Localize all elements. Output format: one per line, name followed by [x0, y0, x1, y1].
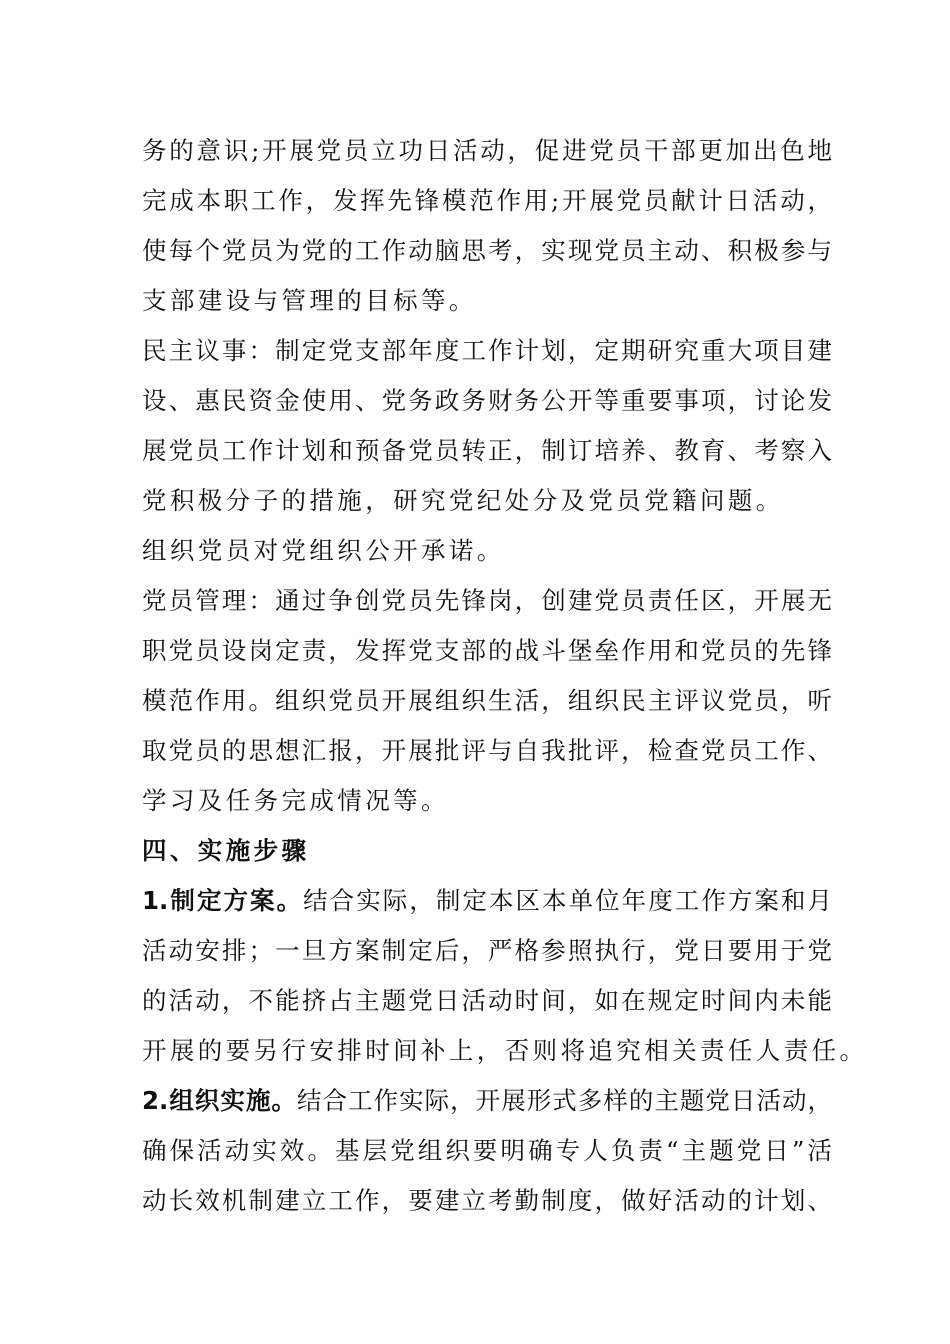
body-line: 的活动，不能挤占主题党日活动时间，如在规定时间内未能	[142, 986, 832, 1015]
step1-lead: 1.制定方案。	[142, 886, 304, 915]
step2-first-line-text: 结合工作实际，开展形式多样的主题党日活动，	[297, 1086, 833, 1115]
body-line: 学习及任务完成情况等。	[142, 786, 449, 815]
body-line: 使每个党员为党的工作动脑思考，实现党员主动、积极参与	[142, 236, 832, 265]
body-line: 党员管理：通过争创党员先锋岗，创建党员责任区，开展无	[142, 586, 832, 615]
body-line: 党积极分子的措施，研究党纪处分及党员党籍问题。	[142, 486, 784, 515]
body-line: 取党员的思想汇报，开展批评与自我批评，检查党员工作、	[142, 736, 832, 765]
body-line: 开展的要另行安排时间补上，否则将追究相关责任人责任。	[142, 1036, 868, 1065]
step2-lead: 2.组织实施。	[142, 1086, 298, 1115]
step1-first-line-text: 结合实际，制定本区本单位年度工作方案和月	[303, 886, 833, 915]
body-line: 完成本职工作，发挥先锋模范作用;开展党员献计日活动，	[142, 186, 832, 215]
body-line: 模范作用。组织党员开展组织生活，组织民主评议党员，听	[142, 686, 832, 715]
body-line: 民主议事：制定党支部年度工作计划，定期研究重大项目建	[142, 336, 832, 365]
body-line: 组织党员对党组织公开承诺。	[142, 536, 505, 565]
body-line: 支部建设与管理的目标等。	[142, 286, 477, 315]
body-line: 展党员工作计划和预备党员转正，制订培养、教育、考察入	[142, 436, 832, 465]
document-page	[142, 126, 868, 1226]
step1-first-line	[142, 876, 832, 926]
body-line: 确保活动实效。基层党组织要明确专人负责“主题党日”活	[142, 1136, 832, 1165]
body-line: 设、惠民资金使用、党务政务财务公开等重要事项，讨论发	[142, 386, 832, 415]
body-line: 动长效机制建立工作，要建立考勤制度，做好活动的计划、	[142, 1186, 832, 1215]
section-heading: 四、实施步骤	[142, 836, 310, 865]
body-line: 活动安排；一旦方案制定后，严格参照执行，党日要用于党	[142, 936, 832, 965]
step2-first-line	[142, 1076, 832, 1126]
body-line: 务的意识;开展党员立功日活动，促进党员干部更加出色地	[142, 136, 832, 165]
body-line: 职党员设岗定责，发挥党支部的战斗堡垒作用和党员的先锋	[142, 636, 832, 665]
